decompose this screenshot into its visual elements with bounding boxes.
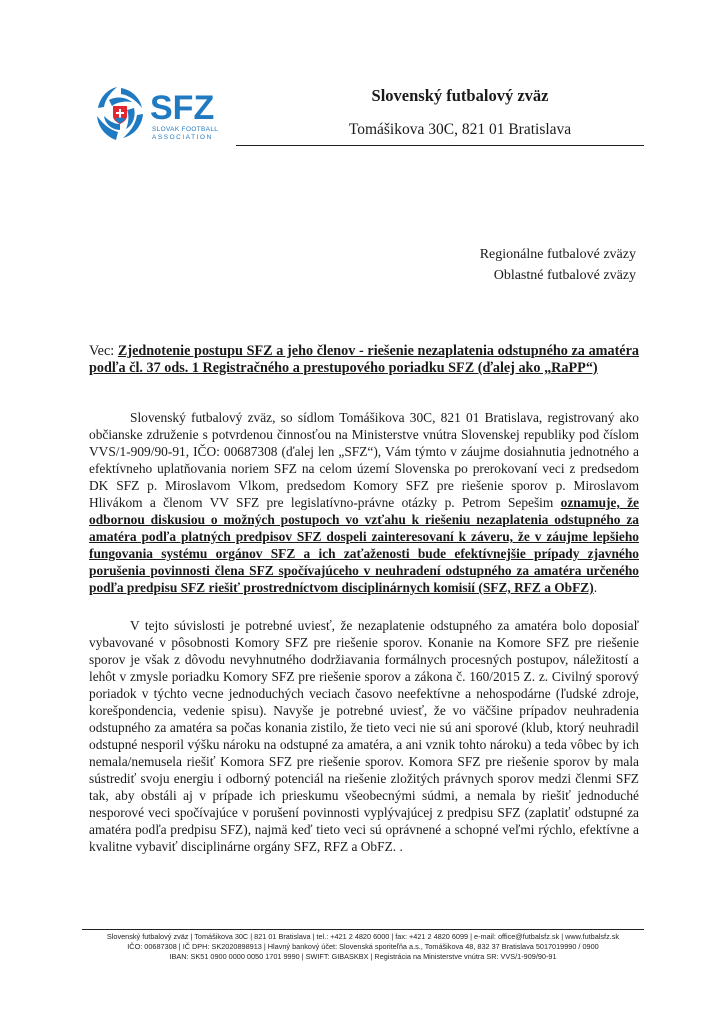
subject-line	[89, 343, 639, 377]
swirl-emblem-icon	[97, 87, 143, 140]
footer-line: IBAN: SK51 0900 0000 0050 1701 9990 | SWIFT: GIBASKBX | Registrácia na Ministerstve vnútra SR: VVS/1-909/90-91	[169, 952, 557, 961]
logo-abbr: SFZ	[150, 89, 215, 127]
recipient-line: Regionálne futbalové zväzy	[479, 247, 636, 262]
recipients-block	[480, 244, 636, 286]
paragraph-2: V tejto súvislosti je potrebné uviesť, že nezaplatenie odstupného za amatéra bolo doposiaľ vybavované v pôsobnosti Komory SFZ pre riešenie sporov. Konanie na Komore SFZ pre riešenie sporov je však z dôvodu nevyhnutného dodržiavania formálnych procesných postupov, náležitostí a lehôt v zmysle poriadku Komory SFZ pre riešenie sporov a zákona č. 160/2015 Z. z. Civilný sporový poriadok v týchto vecne jednoduchých veciach časovo neefektívne a nehospodárne (ľudské zdroje, korešpondencia, vedenie spisu). Navyše je potrebné uviesť, že vo väčšine prípadov neuhradenia odstupného za amatéra sa počas konania zistilo, že tieto veci nie sú ani sporové (klub, ktorý neuhradil odstupné nesporil výšku nároku na odstupné za amatéra, a ani vznik tohto nároku) a teda vôbec by ich nemala/nemusela riešiť Komora SFZ pre riešenie sporov. Komora SFZ pre riešenie sporov by mala sústrediť svoju energiu i odborný potenciál na riešenie zložitých právnych sporov medzi členmi SFZ tak, aby obstáli aj v prípade ich prieskumu všeobecnými súdmi, a nemala by riešiť jednoduché nesporové veci spočívajúce v porušení povinnosti vyplývajúcej z predpisu SFZ (zaplatiť odstupné za amatéra podľa predpisu SFZ), najmä keď tieto veci sú oprávnené a schopné veľmi rýchlo, efektívne a kvalitne vybaviť disciplinárne orgány SFZ, RFZ a ObFZ. .	[89, 618, 639, 854]
logo-line1: SLOVAK FOOTBALL	[152, 126, 219, 133]
org-name: Slovenský futbalový zväz	[371, 86, 549, 105]
subject-text: Zjednotenie postupu SFZ a jeho členov - riešenie nezaplatenia odstupného za amatéra podľa čl. 37 ods. 1 Registračného a prestupového poriadku SFZ (ďalej ako „RaPP“)	[89, 343, 639, 376]
logo-line2: ASSOCIATION	[152, 134, 213, 141]
org-address: Tomášikova 30C, 821 01 Bratislava	[348, 121, 572, 138]
sfz-logo	[96, 84, 246, 144]
footer-line: IČO: 00687308 | IČ DPH: SK2020898913 | Hlavný bankový účet: Slovenská sporiteľňa a.s., Tomášikova 48, 832 37 Bratislava 5017019990 / 0900	[127, 942, 599, 951]
paragraph-1-emphasis: oznamuje, že odbornou diskusiou o možných postupoch vo vzťahu k riešeniu nezaplatenia odstupného za amatéra podľa platných predpisov SFZ dospeli zainteresovaní k záveru, že v záujme lepšieho fungovania systému orgánov SFZ a ich zaťaženosti bude efektívnejšie prípady zjavného porušenia povinnosti člena SFZ spočívajúceho v neuhradení odstupného za amatéra určeného podľa predpisu SFZ riešiť prostredníctvom disciplinárnych komisií (SFZ, RFZ a ObFZ)	[89, 495, 639, 595]
footer-divider	[82, 929, 644, 930]
paragraph-1-tail: .	[593, 580, 598, 595]
paragraph-1-intro: Slovenský futbalový zväz, so sídlom Tomášikova 30C, 821 01 Bratislava, registrovaný ako občianske združenie s potvrdenou činnosťou na Ministerstve vnútra Slovenskej republiky pod číslom VVS/1-909/90-91, IČO: 00687308 (ďalej len „SFZ“), Vám týmto v záujme dosiahnutia jednotného a efektívneho uplatňovania noriem SFZ na celom území Slovenska po prerokovaní veci z predsedom DK SFZ p. Miroslavom Vlkom, predsedom Komory SFZ pre riešenie sporov p. Miroslavom Hlivákom a členom VV SFZ pre legislatívno-právne otázky p. Petrom Sepešim	[89, 410, 639, 510]
header-divider	[236, 145, 644, 146]
sfz-logo-graphic	[96, 84, 246, 144]
footer-line: Slovenský futbalový zväz | Tomášikova 30C | 821 01 Bratislava | tel.: +421 2 4820 6000 | fax: +421 2 4820 6099 | e-mail: office@futbalsfz.sk | www.futbalsfz.sk	[106, 932, 620, 941]
footer	[70, 932, 656, 962]
paragraph-1	[89, 409, 639, 596]
subject-label: Vec:	[89, 343, 118, 359]
recipient-line: Oblastné futbalové zväzy	[493, 268, 636, 283]
